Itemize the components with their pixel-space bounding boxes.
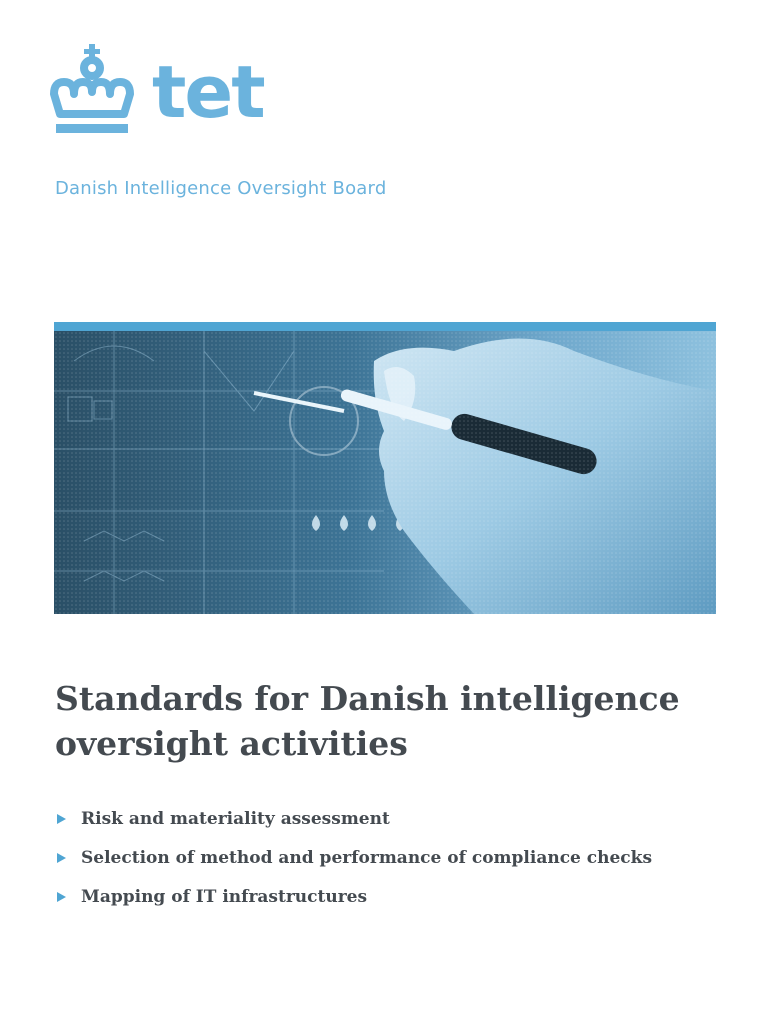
logo-wordmark: tet bbox=[152, 50, 264, 134]
tet-logo bbox=[44, 42, 284, 142]
list-item bbox=[55, 802, 755, 841]
crown-icon bbox=[44, 42, 140, 138]
list-item-label: Risk and materiality assessment bbox=[81, 809, 390, 829]
list-item-label: Mapping of IT infrastructures bbox=[81, 887, 368, 907]
hero-image bbox=[54, 331, 716, 614]
list-item bbox=[55, 880, 755, 919]
document-title: Standards for Danish intelligence oversight activities bbox=[55, 679, 680, 763]
hand-drawing-blueprint-image bbox=[54, 331, 716, 614]
list-item bbox=[55, 841, 755, 880]
topic-list bbox=[55, 802, 755, 919]
list-item-label: Selection of method and performance of compliance checks bbox=[81, 848, 653, 868]
bullet-arrow-icon bbox=[57, 814, 66, 824]
hero-accent-bar bbox=[54, 322, 716, 331]
bullet-arrow-icon bbox=[57, 892, 66, 902]
bullet-arrow-icon bbox=[57, 853, 66, 863]
organization-name: Danish Intelligence Oversight Board bbox=[55, 178, 387, 199]
